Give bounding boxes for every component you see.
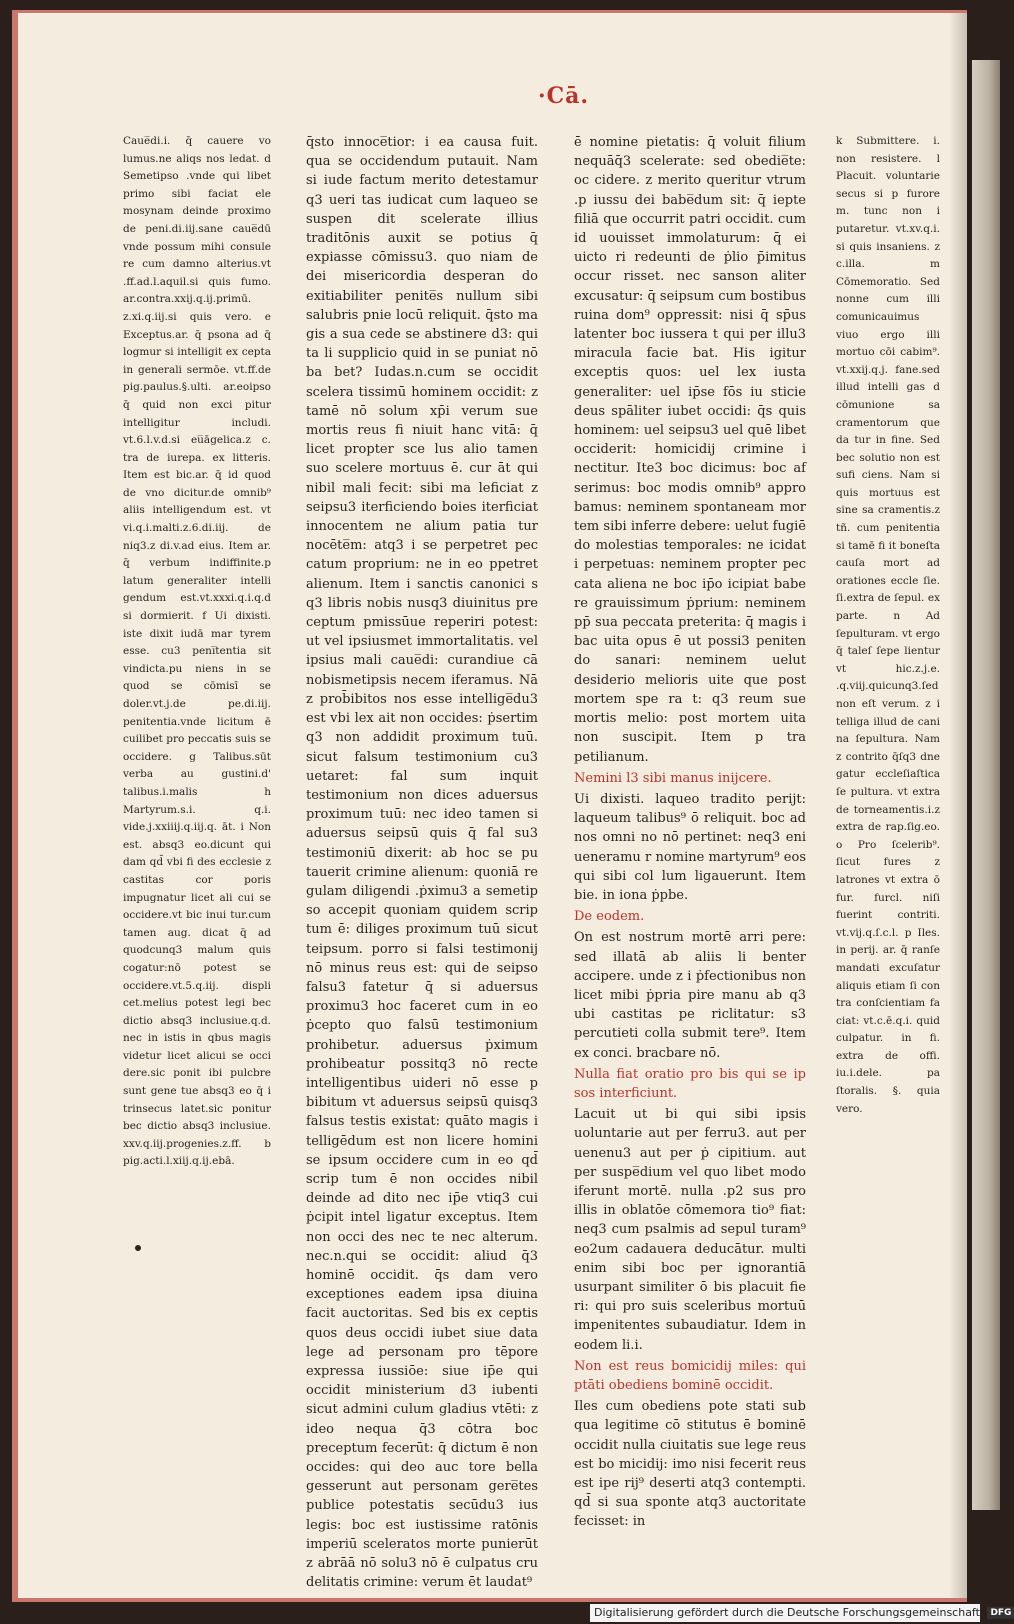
page-edge <box>972 60 1000 1510</box>
rubric-heading-3: Nulla fiat oratio pro bis qui se ip sos interficiunt. <box>574 1066 806 1101</box>
main-text-right-1: ē nomine pietatis: q̄ voluit filium nequāq̄3 scelerate: sed obedie̅te: oc cidere. z merito queritur vtrum .p iussu dei babe̅dum sit: q̄ iepte filiā que occurrit patri occidit. cum id uouisset immolaturum: q̄ ei uicto ri redeunti de ṗlio p̄imitus occur risset. nec sanson aliter excusatur: q̄ seipsum cum bostibus ruina dom⁹ oppressit: nisi q̄ sp̄us latenter boc iussera t qui per illu3 miracula facie bat. His igitur exceptis quos: uel lex iusta generaliter: uel ip̄se fōs iu sticie deus spāliter iubet occidi: q̄s quis hominem: uel seipsu3 uel quē libet occiderit: homicidij crimine i nectitur. Ite3 boc dicimus: boc af serimus: boc modis omnib⁹ appro bamus: neminem spontaneam mor tem sibi inferre debere: uelut fugiē do molestias temporales: ne icidat i perpetuas: neminem propter pec cata aliena ne boc ip̄o icipiat babe re grauissimum ṗprium: neminem pp̄ sua peccata preterita: q̄ magis i bac uita opus ē ut possi3 peniten do sanari: neminem uelut desiderio melioris uite que post mortem spe ra t: q3 reum sue mortis melio: post mortem uita non suscipit. Item p tra petilianum. <box>574 135 806 765</box>
footer-credit: Digitalisierung gefördert durch die Deutsche Forschungsgemeinschaft <box>594 1606 980 1619</box>
main-text-middle: q̄sto innoce̅tior: i ea causa fuit. qua se occidendum putauit. Nam si iude factum merito detestamur q3 ueri tas iudicat cum laqueo se suspen dit scelerate illius traditōnis auxit se potius q̄ expiasse cōmissu3. quo niam de dei misericordia desperan do exitiabiliter penite̅s nullum sibi salubris pnie locū reliquit. q̄sto ma gis a sua cede se abstinere d3: qui ta li supplicio quid in se puniat nō ba bet? Iudas.n.cum se occidit scelera tissimū hominem occidit: z tamē nō solum xp̄i verum sue mortis reus fi niuit hanc vitā: q̄ licet propter sce lus alio tamen suo scelere mortuus ē. cur āt qui nibil mali fecit: sibi ma leficiat z seipsu3 iterficiendo boies iterficiat innocentem ne alium patia tur nocēte̅m: atq3 i se perpetret pec catum proprium: ne in eo ppetret alienum. Item i sanctis canonici s q3 libris nobis nusq3 diuinitus pre ceptum pmissūue reperiri potest: ut vel ipsiusmet immortalitatis. vel ipsius mali caue̅di: curandiue cā nobismetipsis necem iferamus. Nā z prob̄ibitos nos esse intellige̅du3 est vbi lex ait non occides: ṗsertim q3 non addidit proximum tuū. sicut falsum testimonium cu3 uetaret: fal sum inquit testimonium non dices aduersus proximum tuū: nec ideo tamen si aduersus seipsū quis q̄ fal su3 testimoniū dixerit: ab hoc se pu tauerit crimine alienum: quoniā re gulam diligendi .ṗximu3 a semetip so accepit quoniam quidem scrip tum ē: diliges proximum tuū sicut teipsum. porro si falsi testimonij nō minus reus est: qui de seipso falsu3 fatetur q̄ si aduersus proximu3 hoc faceret cum in eo ṗcepto quo falsū testimonium prohibetur. aduersus ṗximum prohibeatur possitq3 nō recte intelligentibus uideri nō esse p bibitum vt aduersus seipsū quisq3 falsus testis existat: quāto magis i telligēdum est non licere homini se ipsum occidere cum in eo qd̄ scrip tum ē non occides nibil deinde ad dito nec ip̄e vtiq3 cui ṗcipit intel ligatur exceptus. Item non occi des nec te nec alterum. nec.n.qui se occidit: aliud q̄3 hominē occidit. q̄s dam vero exceptiones eadem ipsa diuina facit auctoritas. Sed bis ex ceptis quos deus occidi iubet siue data lege ad personam pro tēpore expressa iussiōe: siue ip̄e qui occidit ministerium d3 iubenti sicut admini culum gladius vtēti: z ideo nequa q̄3 cōtra boc preceptum fecerūt: q̄ dictum ē non occides: qui deo auc tore bella gesserunt aut personam gere̅tes publice potestatis secūdu3 ius legis: boc est iustissime ratōnis imperiū sceleratos morte punierūt z abrāā nō solu3 nō ē culpatus cru delitatis crimine: verum ēt laudat⁹ <box>306 135 538 1591</box>
digitization-footer <box>590 1604 1012 1622</box>
main-text-right-4: Lacuit ut bi qui sibi ipsis uoluntarie aut per ferru3. aut per uenenu3 aut per ṗ cipitium. aut per suspe̅dium vel quo libet modo iferunt mortē. nulla .p2 sus pro illis in oblatōe cōmemora tio⁹ fiat: neq3 cum psalmis ad sepul turam⁹ eo2um cadauera deducātur. multi enim sibi boc per ignorantiā usurpant similiter ō bis placuit fie ri: qui pro suis sceleribus mortuū impenitentes subaudiatur. Idem in eodem li.i. <box>574 1107 806 1353</box>
main-text-right-3: On est nostrum mortē arri pere: sed illatā ab aliis li benter accipere. unde z i ṗfectionibus non licet mibi ṗpria pire manu ab q3 ubi castitas pe riclitatur: s3 percutieti colla submit tere⁹. Item ex conci. bracbare nō. <box>574 930 806 1061</box>
main-text-right-5: Iles cum obediens pote stati sub qua legitime cō stitutus ē bominē occidit nulla ciuitatis sue lege reus est bo micidij: imo nisi fecerit reus est ipe rij⁹ deserti atq3 contempti. qd̄ si sua sponte atq3 auctoritate fecisset: in <box>574 1399 806 1530</box>
text-column-right <box>574 133 806 1530</box>
text-column-middle <box>306 133 538 1591</box>
gloss-column-right <box>836 133 940 1115</box>
running-head: ·Cā. <box>538 83 590 109</box>
gloss-left-text: Caue̅di.i. q̄ cauere vo lumus.ne aliqs nos ledat. d Semetipso .vnde qui libet primo sibi faciat ele mosynam deinde proximo de peni.di.iij.sane caue̅dū vnde possum mihi consule re cum damno alterius.vt .ff.ad.l.aquil.si quis fumo. ar.contra.xxij.q.ij.primū. z.xi.q.iij.si quis vero. e Exceptus.ar. q̄ psona ad q̄ logmur si intelligit ex cepta in generali sermōe. vt.ff.de pig.paulus.§.ulti. ar.eoipso q̄ quid non exci pitur intelligitur includi. vt.6.l.v.d.si eu̅āgelica.z c. tra de iurepa. ex litteris. Item est bic.ar. q̄ id quod de vno dicitur.de omnib⁹ aliis intelligendum est. vt vi.q.i.malti.z.6.di.iij. de niq3.z di.v.ad eius. Item ar. q̄ verbum indiffinite.p latum generaliter intelli gendum est.vt.xxxi.q.i.q.d si dormierit. f Ui dixisti. iste dixit iudā mar tyrem esse. cu3 peni̅tentia sit vindicta.pu niens in se quod se cōmisī se doler.vt.j.de pe.di.iij. penitentia.vnde licitum ē cuilibet pro peccatis suis se occidere. g Talibus.sūt verba au gustini.d' talibus.i.malis h Martyrum.s.i. q.i. vide.j.xxiiij.q.iij.q. āt. i Non est. absq3 eo.dicunt qui dam qd̄ vbi fi des ecclesie z castitas cor poris impugnatur licet ali cui se occidere.vt bic inui tur.cum tamen aug. dicat q̄ ad quodcunq3 malum quis cogatur:nō potest se occidere.vt.5.q.iij. displi cet.melius potest legi bec dictio absq3 inclusiue.q.d. nec in istis in qbus magis videtur licet alicui se occi dere.sic ponit ibi pulcbre sunt gene tue absq3 eo q̄ i trinsecus latet.sic ponitur bec dictio absq3 inclusiue. xxv.q.iij.progenies.z.ff. b pig.acti.l.xiij.q.ij.ebā. <box>123 135 271 1168</box>
rubric-heading-2: De eodem. <box>574 909 645 925</box>
manuscript-page <box>12 10 967 1602</box>
rubric-heading-1: Nemini l3 sibi manus inijcere. <box>574 770 772 786</box>
dfg-logo: DFG <box>987 1607 1014 1619</box>
gloss-column-left <box>123 133 271 1213</box>
main-text-right-2: Ui dixisti. laqueo tradito perijt: laqueum talibus⁹ ō reliquit. boc ad nos omni no nō pertinet: neq3 eni ueneramu r nomine martyrum⁹ eos qui sibi col lum ligauerunt. Item bie. in iona ṗpbe. <box>574 791 806 903</box>
rubric-heading-4: Non est reus bomicidij miles: qui ptāti obediens bominē occidit. <box>574 1358 806 1393</box>
ink-dot <box>135 1245 141 1251</box>
gloss-right-text: k Submittere. i. non resistere. l Placuit. voluntarie secus si p furore m. tunc non i putaretur. vt.xv.q.i. si quis insaniens. z c.illa. m Cōmemoratio. Sed nonne cum illi comunicauimus viuo ergo illi mortuo cōi cabim⁹. vt.xxij.q.j. fane.sed illud intelli gas d cōmunione sa cramentorum que da tur in fine. Sed bec solutio non est sufi ciens. Nam si quis mortuus est sine sa cramentis.z tñ. cum penitentia si tamē fi it boneſta cauſa mort ad orationes eccle ſie. ſi.extra de ſepul. ex parte. n Ad ſepulturam. vt ergo q̄ taleſ ſepe lientur vt hic.z.j.e. .q.viij.quicunq3.ſed non eſt verum. z i telliga illud de cani na ſepultura. Nam z contrito q̄ſq3 dne gatur eccleſiaſtica ſe pultura. vt extra de torneamentis.i.z extra de rap.ſig.eo. o Pro ſcelerib⁹. ſicut fures z latrones vt extra ō fur. furcl. niſi fuerint contriti. vt.vij.q.ſ.c.l. p Iles. in perij. ar. q̄ ranſe mandati excuſatur aliquis etiam ſi con tra conſcientiam fa ciat: vt.c.ē.q.i. quid culpatur. in fi. extra de offi. iu.i.dele. pa ſtoralis. §. quia vero. <box>836 135 940 1115</box>
